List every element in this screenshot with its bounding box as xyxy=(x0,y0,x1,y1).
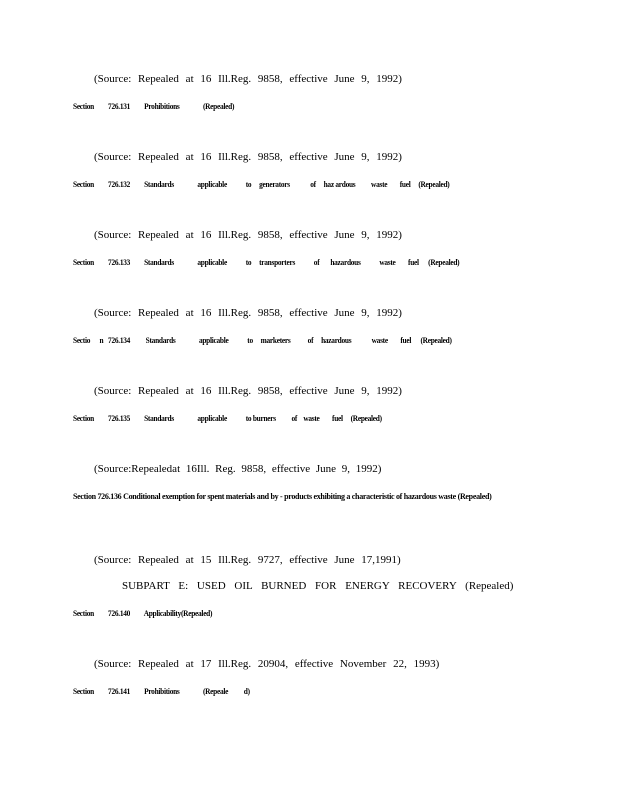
source-note-726-133: (Source: Repealed at 16 Ill.Reg. 9858, effective June 9, 1992) xyxy=(94,229,402,241)
source-note-726-141: (Source: Repealed at 17 Ill.Reg. 20904, effective November 22, 1993) xyxy=(94,658,440,670)
source-note-726-131: (Source: Repealed at 16 Ill.Reg. 9858, effective June 9, 1992) xyxy=(94,73,402,85)
section-heading-726-136: Section 726.136 Conditional exemption for spent materials and by - products exhibiting a characteristic of hazardous waste (Repealed) xyxy=(73,492,492,501)
section-heading-726-140: Section 726.140 Applicability(Repealed) xyxy=(73,609,213,618)
section-heading-726-131: Section 726.131 Prohibitions (Repealed) xyxy=(73,102,235,111)
section-heading-726-133: Section 726.133 Standards applicable to transporters of hazardous waste fuel (Repealed) xyxy=(73,258,460,267)
source-note-726-135: (Source: Repealed at 16 Ill.Reg. 9858, effective June 9, 1992) xyxy=(94,385,402,397)
source-note-726-134: (Source: Repealed at 16 Ill.Reg. 9858, effective June 9, 1992) xyxy=(94,307,402,319)
source-note-subpart-d: (Source: Repealed at 15 Ill.Reg. 9727, effective June 17,1991) xyxy=(94,554,401,566)
source-note-726-136: (Source:Repealedat 16Ill. Reg. 9858, effective June 9, 1992) xyxy=(94,463,382,475)
section-heading-726-141: Section 726.141 Prohibitions (Repeale d) xyxy=(73,687,250,696)
subpart-e-heading: SUBPART E: USED OIL BURNED FOR ENERGY RECOVERY (Repealed) xyxy=(122,580,514,592)
source-note-726-132: (Source: Repealed at 16 Ill.Reg. 9858, effective June 9, 1992) xyxy=(94,151,402,163)
section-heading-726-135: Section 726.135 Standards applicable to burners of waste fuel (Repealed) xyxy=(73,414,382,423)
section-heading-726-134: Sectio n 726.134 Standards applicable to marketers of hazardous waste fuel (Repealed) xyxy=(73,336,452,345)
section-heading-726-132: Section 726.132 Standards applicable to generators of haz ardous waste fuel (Repealed) xyxy=(73,180,450,189)
